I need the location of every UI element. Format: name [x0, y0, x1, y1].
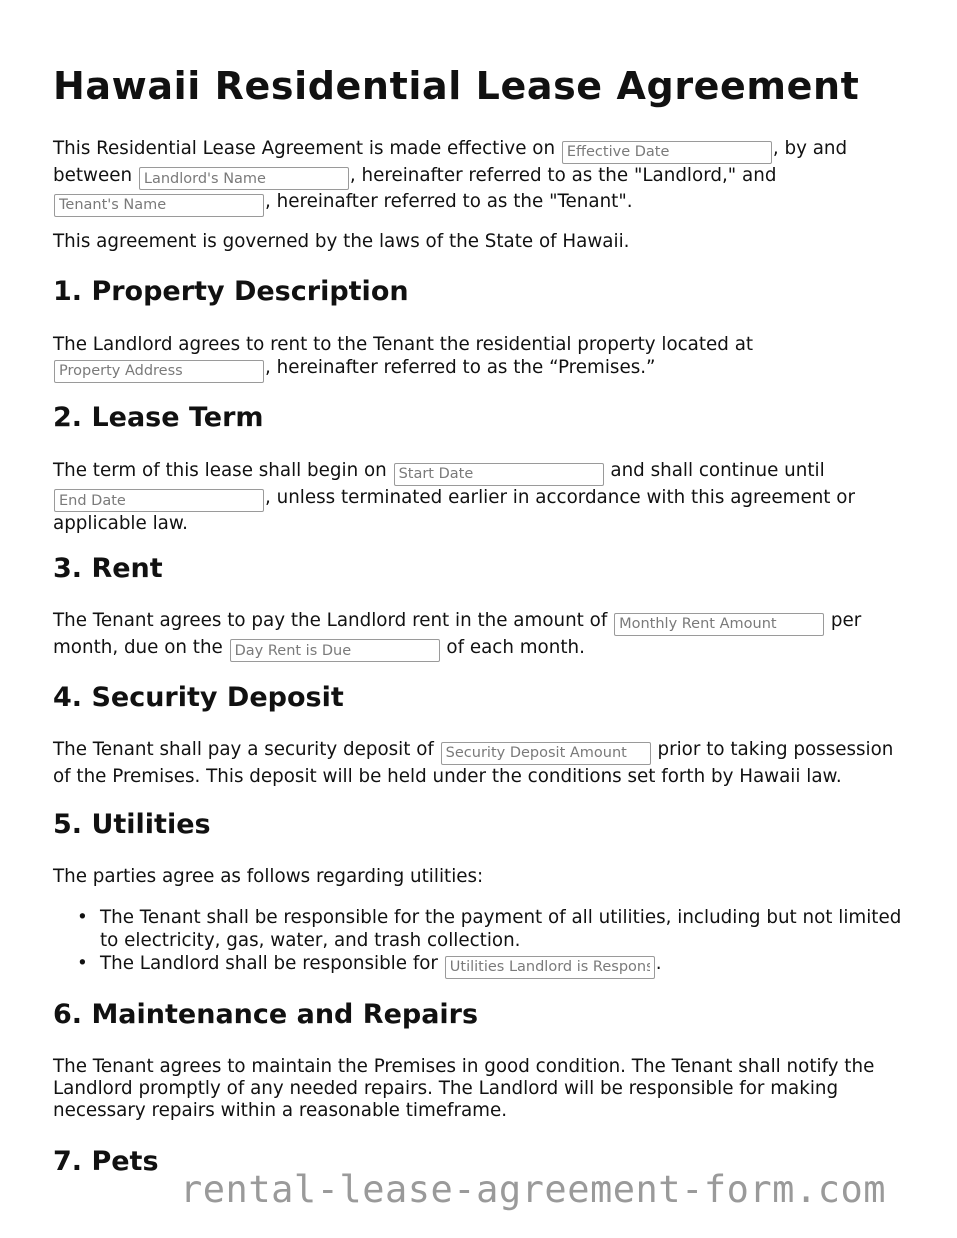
section-heading-rent: 3. Rent [53, 553, 163, 584]
property-paragraph: The Landlord agrees to rent to the Tenant the residential property located at Property Address, hereinafter referred to as the “Premises.” [53, 333, 913, 383]
rent-due-day-field[interactable] [230, 639, 440, 662]
rent-paragraph: The Tenant agrees to pay the Landlord rent in the amount of Monthly Rent Amount per month, due on the Day Rent is Due of each month. [53, 609, 913, 662]
end-date-field[interactable] [54, 489, 264, 512]
section-heading-property: 1. Property Description [53, 276, 409, 307]
utilities-intro: The parties agree as follows regarding utilities: [53, 866, 484, 887]
lease-term-paragraph: The term of this lease shall begin on Start Date and shall continue until End Date, unless terminated earlier in accordance with this agreement or applicable law. [53, 459, 913, 537]
property-address-field[interactable] [54, 360, 264, 383]
document-title: Hawaii Residential Lease Agreement [53, 64, 860, 108]
security-deposit-amount-field[interactable] [441, 742, 651, 765]
effective-date-field[interactable] [562, 141, 772, 164]
intro-paragraph: This Residential Lease Agreement is made effective on Effective Date , by and between Landlord's Name , hereinafter referred to as the "Landlord," and Tenant's Name, hereinafter referred to as the "Tenant". [53, 137, 913, 217]
section-heading-pets: 7. Pets [53, 1146, 159, 1177]
list-item: • The Tenant shall be responsible for the payment of all utilities, including but not limited to electricity, gas, water, and trash collection. [77, 907, 902, 951]
governing-law-paragraph: This agreement is governed by the laws of the State of Hawaii. [53, 231, 630, 252]
security-deposit-paragraph: The Tenant shall pay a security deposit of Security Deposit Amount prior to taking possession of the Premises. This deposit will be held under the conditions set forth by Hawaii law. [53, 738, 913, 789]
list-item: • The Landlord shall be responsible for Utilities Landlord is Responsible For . [100, 952, 913, 979]
section-heading-utilities: 5. Utilities [53, 809, 211, 840]
maintenance-paragraph: The Tenant agrees to maintain the Premises in good condition. The Tenant shall notify the Landlord promptly of any needed repairs. The Landlord will be responsible for making necessary repairs within a reasonable timeframe. [53, 1056, 875, 1121]
landlord-name-field[interactable] [139, 167, 349, 190]
monthly-rent-amount-field[interactable] [614, 613, 824, 636]
section-heading-lease-term: 2. Lease Term [53, 402, 264, 433]
utilities-list [53, 906, 913, 979]
tenant-name-field[interactable] [54, 194, 264, 217]
start-date-field[interactable] [394, 463, 604, 486]
section-heading-maintenance: 6. Maintenance and Repairs [53, 999, 479, 1030]
landlord-utilities-field[interactable] [445, 956, 655, 979]
site-watermark: rental-lease-agreement-form.com [180, 1168, 887, 1211]
section-heading-security-deposit: 4. Security Deposit [53, 682, 344, 713]
